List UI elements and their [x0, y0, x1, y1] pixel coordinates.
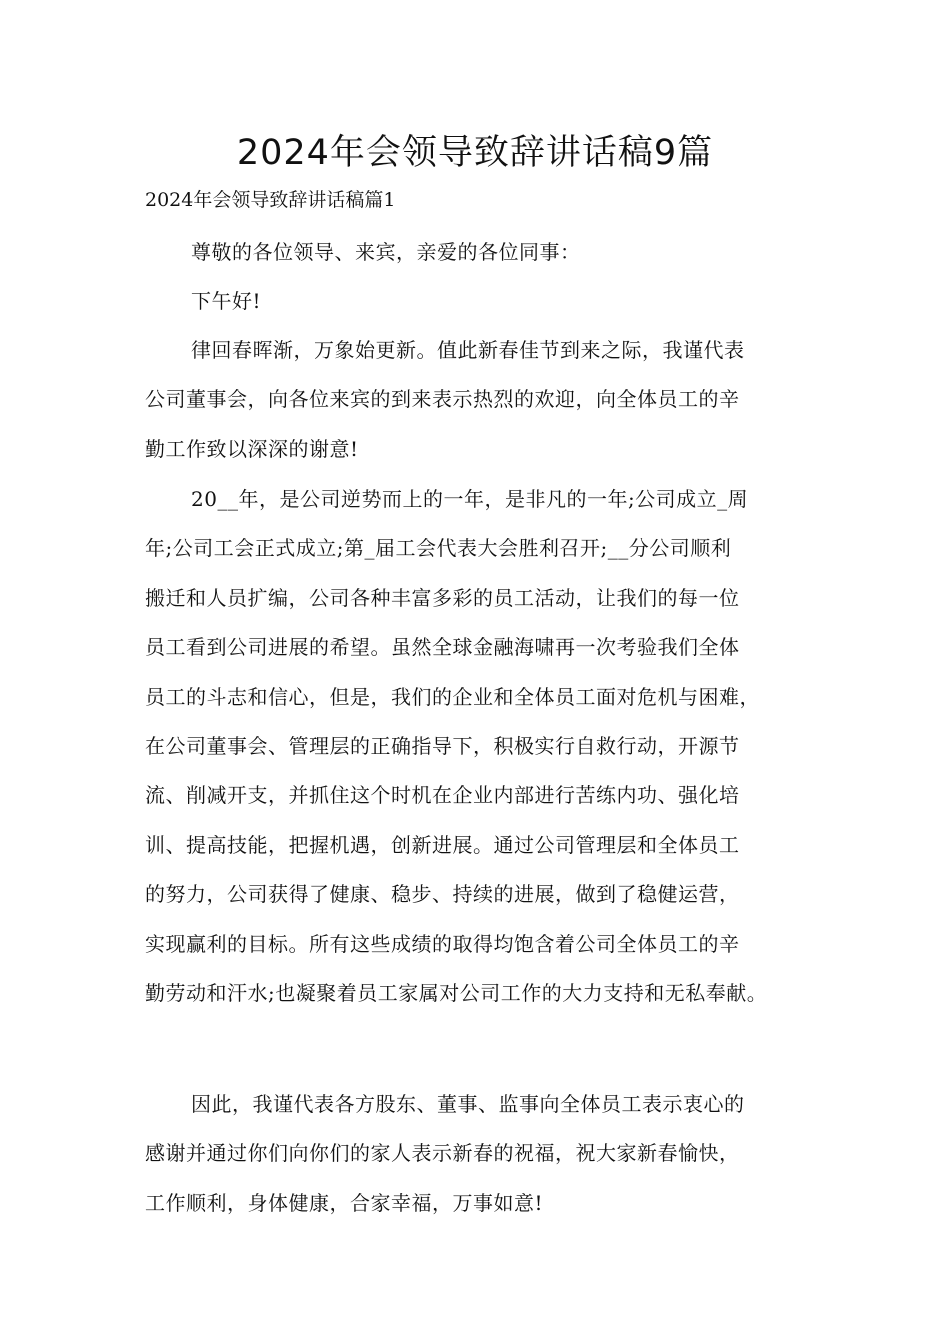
- paragraph-3: [145, 1080, 815, 1228]
- greeting-paragraph: [145, 228, 815, 327]
- paragraph-line: 20__年，是公司逆势而上的一年，是非凡的一年;公司成立_周: [191, 487, 749, 511]
- paragraph-line: 流、削减开支，并抓住这个时机在企业内部进行苦练内功、强化培: [145, 783, 740, 808]
- document-title: 2024年会领导致辞讲话稿9篇: [236, 133, 714, 173]
- paragraph-line: 律回春晖渐，万象始更新。值此新春佳节到来之际，我谨代表: [191, 338, 745, 362]
- paragraph-line: 在公司董事会、管理层的正确指导下，积极实行自救行动，开源节: [145, 733, 740, 758]
- paragraph-1: [145, 326, 815, 474]
- paragraph-line: 训、提高技能，把握机遇，创新进展。通过公司管理层和全体员工: [145, 832, 740, 857]
- paragraph-line: 的努力，公司获得了健康、稳步、持续的进展，做到了稳健运营，: [145, 882, 740, 907]
- paragraph-line: 员工看到公司进展的希望。虽然全球金融海啸再一次考验我们全体: [145, 635, 740, 660]
- paragraph-line: 勤劳动和汗水;也凝聚着员工家属对公司工作的大力支持和无私奉献。: [145, 980, 768, 1005]
- paragraph-line: 员工的斗志和信心，但是，我们的企业和全体员工面对危机与困难，: [145, 684, 760, 709]
- paragraph-line: 因此，我谨代表各方股东、董事、监事向全体员工表示衷心的: [191, 1092, 745, 1116]
- paragraph-line: 工作顺利，身体健康，合家幸福，万事如意!: [145, 1190, 544, 1215]
- greeting-line: 尊敬的各位领导、来宾，亲爱的各位同事：: [191, 240, 581, 264]
- section-heading: 2024年会领导致辞讲话稿篇1: [145, 189, 396, 211]
- paragraph-line: 感谢并通过你们向你们的家人表示新春的祝福，祝大家新春愉快，: [145, 1141, 740, 1166]
- paragraph-line: 年;公司工会正式成立;第_届工会代表大会胜利召开;__分公司顺利: [145, 536, 732, 561]
- paragraph-2: [145, 475, 815, 1018]
- paragraph-line: 公司董事会，向各位来宾的到来表示热烈的欢迎，向全体员工的辛: [145, 387, 740, 412]
- salutation-line: 下午好!: [191, 289, 262, 314]
- paragraph-line: 实现赢利的目标。所有这些成绩的取得均饱含着公司全体员工的辛: [145, 931, 740, 956]
- paragraph-line: 勤工作致以深深的谢意!: [145, 436, 359, 461]
- paragraph-line: 搬迁和人员扩编，公司各种丰富多彩的员工活动，让我们的每一位: [145, 585, 740, 610]
